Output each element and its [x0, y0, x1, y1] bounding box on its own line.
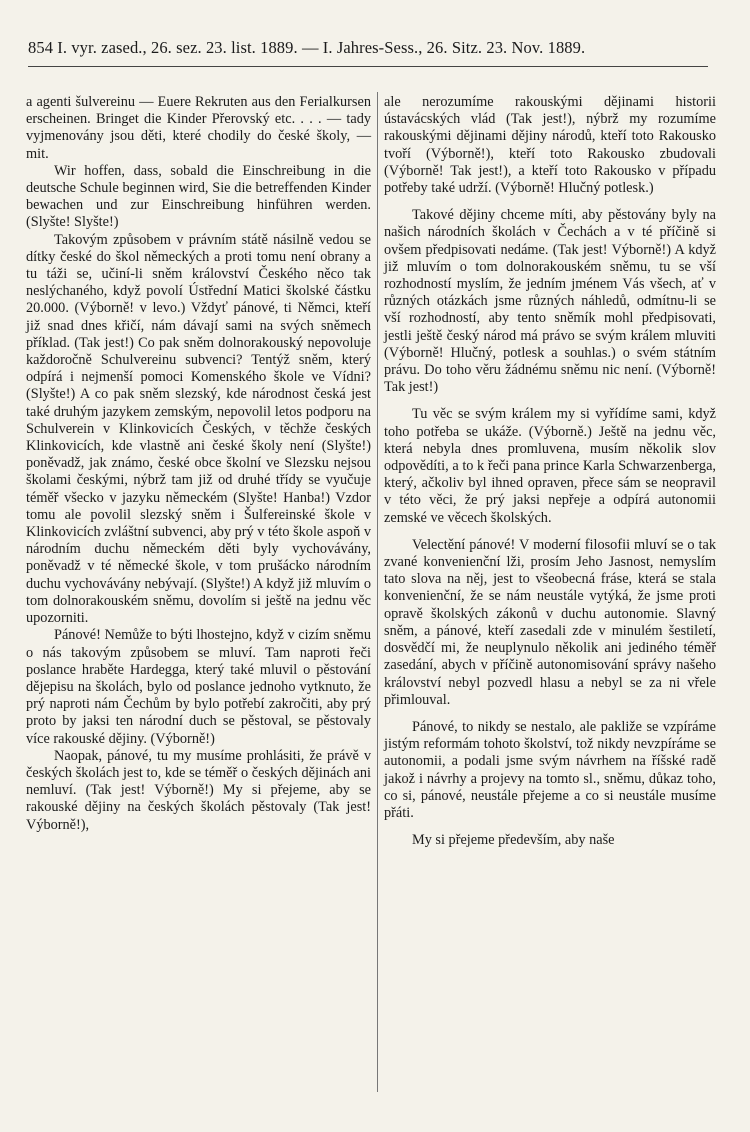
paragraph: Takové dějiny chceme míti, aby pěstovány byly na našich národních školách v Čechách a v té příčině si ovšem předpisovati nedáme. (Tak jest! Výborně!) A když již mluvím o tom dolnorakouském sněmu, tu se vší rozhodností myslím, že jedním jménem Vás všech, ať v různých otázkách jsme různých náhledů, odmítnu-li se vší rozhodností, aby tento sněmík mohl předpisovati, jestli ještě český národ má právo se svým králem mluviti (Výborně! Hlučný, potlesk a souhlas.) o svém státním právu. Do toho věru žádnému sněmu nic není. (Výborně! Tak jest!): [384, 207, 716, 396]
paragraph: Pánové! Nemůže to býti lhostejno, když v cizím sněmu o nás takovým způsobem se mluví. Tam naproti řeči poslance hraběte Hardegga, který také mluvil o pěstování dějepisu na školách, bylo od poslance jednoho vytknuto, že prý naproti nám Čechům by bylo potřebí zakročiti, aby prý proto by jaksi ten národní duch se pěstoval, se pěstovaly více rakouské dějiny. (Výborně!): [26, 627, 371, 747]
page-header: 854 I. vyr. zased., 26. sez. 23. list. 1889. — I. Jahres-Sess., 26. Sitz. 23. Nov. 1889.: [28, 38, 586, 57]
left-column: [26, 94, 371, 834]
column-divider: [377, 92, 378, 1092]
paragraph: Pánové, to nikdy se nestalo, ale pakliže se vzpíráme jistým reformám tohoto školství, tož nikdy nevzpíráme se autonomii, a podali jsme svým návrhem na říšské radě jakož i návrhy a projevy na tomto sl., sněmu, důkaz toho, co si, pánové, neustále přejeme a co si neustále musíme přáti.: [384, 718, 716, 821]
paragraph: Naopak, pánové, tu my musíme prohlásiti, že právě v českých školách jest to, kde se téměř o českých dějinách ani nemluví. (Tak jest! Výborně!) My si přejeme, aby se rakouské dějiny na českých školách pěstovaly (Tak jest! Výborně!),: [26, 747, 371, 833]
paragraph: Velectění pánové! V moderní filosofii mluví se o tak zvané konvenienční lži, prosím Jeho Jasnost, nemyslím tato slova na něj, jest to všeobecná fráse, která se stala konvenienční, že se nám neustále vytýká, že jsme proti opravě školských zákonů v duchu autonomie. Slavný sněm, a pánové, kteří zasedali zde v minulém šestiletí, dosvědčí mi, že neuplynulo několik ani jediného téměř zasedání, abych v příčině autonomisování správy našeho království nebyl pozvedl hlasu a nebyl se za ni vřele přimlouval.: [384, 536, 716, 708]
right-column: [384, 94, 716, 849]
paragraph: My si přejeme především, aby naše: [412, 832, 615, 849]
paragraph: Takovým způsobem v právním státě násilně vedou se dítky české do škol německých a proti tomu není obrany a tu táži se, učiní-li sněm království Českého něco tak neslýchaného, když povolí Ústřední Matici školské částku 20.000. (Výborně! v levo.) Vždyť pánové, ti Němci, kteří již snad dnes křičí, nám dávají sami na svých sněmech příklad. (Tak jest!) Co pak sněm dolnorakouský nepovoluje každoročně Schulvereinu subvenci? Tentýž sněm, který odpírá i nejmenší pomoci Komenského škole ve Vídni? (Slyšte!) A co pak sněm slezský, kde národnost česká jest také druhým jazykem zemským, nepovolil letos podporu na Schulverein v Klinkovicích Českých, v těchže českých Klinkovicích, kde vlastně ani české školy není (Slyšte!) poněvadž, jak známo, české obce školní ve Slezsku nejsou školami českými, nýbrž tam již od druhé třídy se vyučuje téměř všecko v jazyku německém (Slyšte! Hanba!) Vzdor tomu ale povolil slezský sněm i Šulfereinské škole v Klinkovicích zvláštní subvenci, aby prý v této škole aspoň v národním duchu německém děti byly vychovávány, poněvadž v té německé škole, v tom prušácko národním duchu vychovávány nebývají. (Slyšte!) A když již mluvím o tom dolnorakouském sněmu, dovolím si ještě na jednu věc upozorniti.: [26, 231, 371, 627]
paragraph: ale nerozumíme rakouskými dějinami historii ústavácských vlád (Tak jest!), nýbrž my rozumíme rakouskými dějinami dějiny národů, kteří toto Rakousko tvoří (Výborně!), kteří toto Rakousko zbudovali (Výborně! Tak jest!), a kteří toto Rakousko v případu potřeby také udrží. (Výborně! Hlučný potlesk.): [384, 94, 716, 197]
paragraph: Wir hoffen, dass, sobald die Einschreibung in die deutsche Schule beginnen wird, Sie die betreffenden Kinder bewachen und zur Einschreibung hinführen werden. (Slyšte! Slyšte!): [26, 162, 371, 231]
paragraph: a agenti šulvereinu — Euere Rekruten aus den Ferialkursen erscheinen. Bringet die Kinder Přerovský etc. . . . — tady vyjmenovány jsou děti, které chodily do české školy, — mit.: [26, 94, 371, 162]
paragraph: Tu věc se svým králem my si vyřídíme sami, když toho potřeba se ukáže. (Výborně.) Ještě na jednu věc, která nebyla dnes promluvena, musím několik slov odpovědíti, a to k řeči pana prince Karla Schwarzenberga, který, ačkoliv byl ihned opraven, přece sám se neopravil v této věci, že prý jaksi nepřeje a odpírá autonomii zemské ve věcech školských.: [384, 406, 716, 526]
header-rule: [28, 66, 708, 67]
